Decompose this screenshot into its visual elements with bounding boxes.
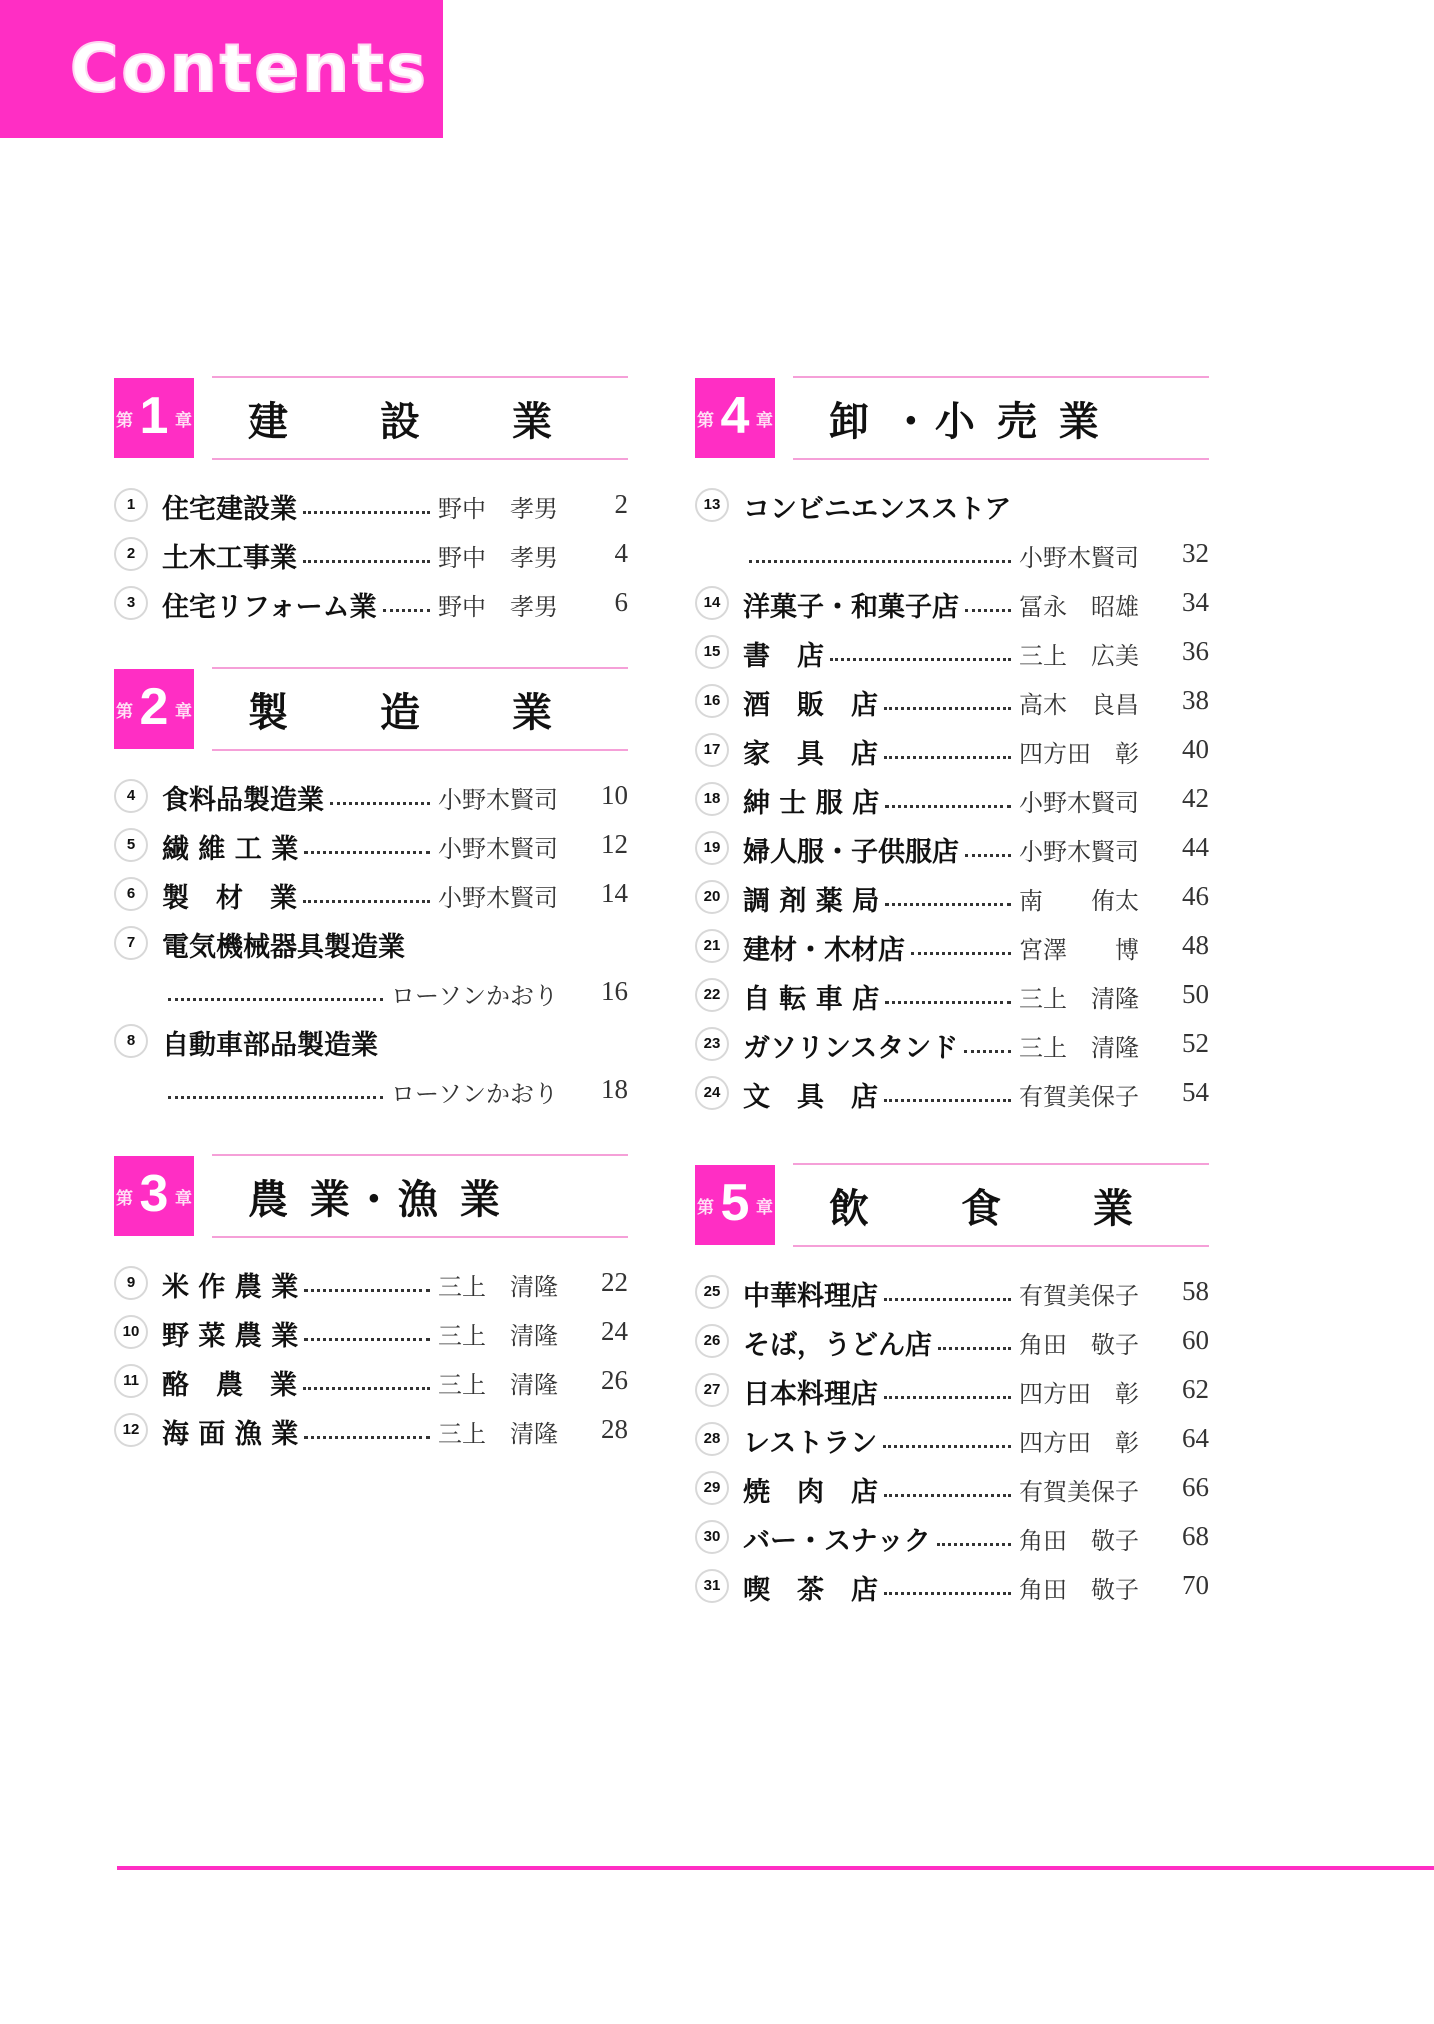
entry-page-number: 16 xyxy=(601,976,628,1006)
toc-entry[interactable] xyxy=(689,1465,1209,1514)
entry-page-number: 58 xyxy=(1182,1276,1209,1306)
entry-title: 住宅建設業 xyxy=(162,494,297,525)
entry-author: 小野木賢司 xyxy=(1019,789,1139,817)
chapter-badge-suffix: 章 xyxy=(175,1189,192,1209)
entry-author: 小野木賢司 xyxy=(438,884,558,912)
entry-page-number: 60 xyxy=(1182,1325,1209,1355)
chapter-heading xyxy=(689,372,1209,482)
entry-number-badge: 17 xyxy=(695,733,729,767)
leader-dots xyxy=(884,693,1011,710)
entry-number-badge: 9 xyxy=(114,1266,148,1300)
leader-dots xyxy=(885,889,1011,906)
chapter-section xyxy=(108,372,628,629)
leader-dots xyxy=(885,791,1011,808)
entry-number-badge: 8 xyxy=(114,1024,148,1058)
entry-author: 宮澤 博 xyxy=(1019,936,1139,964)
entry-number-badge: 14 xyxy=(695,586,729,620)
toc-entry[interactable] xyxy=(689,874,1209,923)
entry-number-badge: 24 xyxy=(695,1076,729,1110)
entry-number-badge: 7 xyxy=(114,926,148,960)
entry-title: 食料品製造業 xyxy=(162,785,324,816)
entry-page-number: 52 xyxy=(1182,1028,1209,1058)
toc-entry[interactable] xyxy=(108,822,628,871)
leader-dots xyxy=(383,595,430,612)
toc-entry[interactable] xyxy=(108,1358,628,1407)
chapter-title: 農 業・漁 業 xyxy=(248,1177,504,1223)
entry-title: レストラン xyxy=(743,1428,878,1459)
toc-entry[interactable] xyxy=(108,1018,628,1067)
entry-number-badge: 16 xyxy=(695,684,729,718)
entry-page-number: 4 xyxy=(614,538,628,568)
entry-number-badge: 27 xyxy=(695,1373,729,1407)
entry-number-badge: 21 xyxy=(695,929,729,963)
chapter-badge xyxy=(695,1165,775,1245)
entry-page-number: 26 xyxy=(601,1365,628,1395)
entry-number-badge: 2 xyxy=(114,537,148,571)
entry-number-badge: 19 xyxy=(695,831,729,865)
entry-author: 三上 広美 xyxy=(1019,642,1139,670)
toc-entry[interactable] xyxy=(108,773,628,822)
contents-banner xyxy=(0,0,443,138)
toc-entry[interactable] xyxy=(108,871,628,920)
toc-entry[interactable] xyxy=(689,727,1209,776)
toc-entry[interactable] xyxy=(689,923,1209,972)
entry-page-number: 28 xyxy=(601,1414,628,1444)
entry-title: 建材・木材店 xyxy=(743,935,905,966)
entry-number-badge: 30 xyxy=(695,1520,729,1554)
leader-dots xyxy=(965,840,1011,857)
leader-dots xyxy=(304,1324,430,1341)
entry-title: ガソリンスタンド xyxy=(743,1033,959,1064)
toc-entry[interactable] xyxy=(689,1416,1209,1465)
chapter-title: 建 設 業 xyxy=(248,399,556,445)
entry-title: 米 作 農 業 xyxy=(162,1272,299,1303)
chapter-title: 卸 ・小 売 業 xyxy=(829,399,1103,445)
entry-author: 野中 孝男 xyxy=(438,593,558,621)
leader-dots xyxy=(883,1431,1011,1448)
chapter-badge-prefix: 第 xyxy=(116,411,133,431)
chapter-badge xyxy=(114,669,194,749)
chapter-title: 飲 食 業 xyxy=(829,1186,1137,1232)
toc-entry[interactable] xyxy=(689,1563,1209,1612)
entry-page-number: 12 xyxy=(601,829,628,859)
entry-author: 三上 清隆 xyxy=(438,1371,558,1399)
entry-title: 日本料理店 xyxy=(743,1379,878,1410)
chapter-badge-suffix: 章 xyxy=(175,702,192,722)
toc-entry[interactable] xyxy=(689,629,1209,678)
chapter-heading xyxy=(108,372,628,482)
leader-dots xyxy=(303,1373,430,1390)
entry-author: 四方田 彰 xyxy=(1019,740,1139,768)
leader-dots xyxy=(885,987,1011,1004)
entry-author: 角田 敬子 xyxy=(1019,1331,1139,1359)
entry-page-number: 64 xyxy=(1182,1423,1209,1453)
leader-dots xyxy=(303,886,430,903)
entry-number-badge: 12 xyxy=(114,1413,148,1447)
entry-number-badge: 3 xyxy=(114,586,148,620)
entry-page-number: 24 xyxy=(601,1316,628,1346)
toc-left-column xyxy=(108,372,628,1456)
chapter-badge-prefix: 第 xyxy=(697,411,714,431)
entry-title: 中華料理店 xyxy=(743,1281,878,1312)
leader-dots xyxy=(884,1085,1011,1102)
toc-entry[interactable] xyxy=(689,776,1209,825)
leader-dots xyxy=(884,1578,1011,1595)
toc-entry[interactable] xyxy=(108,1260,628,1309)
entry-author: 野中 孝男 xyxy=(438,495,558,523)
entry-title: 書 店 xyxy=(743,641,824,672)
entry-author: 角田 敬子 xyxy=(1019,1527,1139,1555)
entry-number-badge: 1 xyxy=(114,488,148,522)
chapter-badge-prefix: 第 xyxy=(116,702,133,722)
leader-dots xyxy=(303,497,430,514)
entry-number-badge: 11 xyxy=(114,1364,148,1398)
chapter-heading xyxy=(108,1150,628,1260)
chapter-section xyxy=(108,1150,628,1456)
entry-title: 文 具 店 xyxy=(743,1082,878,1113)
toc-entry[interactable] xyxy=(689,531,1209,580)
entry-page-number: 36 xyxy=(1182,636,1209,666)
chapter-heading xyxy=(689,1159,1209,1269)
chapter-heading xyxy=(108,663,628,773)
toc-entry[interactable] xyxy=(689,825,1209,874)
entry-author: 野中 孝男 xyxy=(438,544,558,572)
leader-dots xyxy=(884,1382,1011,1399)
entry-page-number: 44 xyxy=(1182,832,1209,862)
leader-dots xyxy=(965,595,1011,612)
toc-entry[interactable] xyxy=(689,1021,1209,1070)
toc-entry[interactable] xyxy=(689,972,1209,1021)
leader-dots xyxy=(938,1333,1011,1350)
entry-author: 冨永 昭雄 xyxy=(1019,593,1139,621)
entry-author: 三上 清隆 xyxy=(438,1273,558,1301)
entry-list xyxy=(108,482,628,629)
entry-author: 高木 良昌 xyxy=(1019,691,1139,719)
entry-title: 製 材 業 xyxy=(162,883,297,914)
entry-number-badge: 6 xyxy=(114,877,148,911)
entry-page-number: 6 xyxy=(614,587,628,617)
entry-author: 三上 清隆 xyxy=(1019,1034,1139,1062)
entry-title: 紳 士 服 店 xyxy=(743,788,880,819)
toc-entry[interactable] xyxy=(108,482,628,531)
entry-title: 電気機械器具製造業 xyxy=(162,932,405,963)
toc-entry[interactable] xyxy=(689,482,1209,531)
entry-author: ローソンかおり xyxy=(391,982,559,1010)
entry-number-badge: 15 xyxy=(695,635,729,669)
entry-page-number: 48 xyxy=(1182,930,1209,960)
entry-title: 自動車部品製造業 xyxy=(162,1030,378,1061)
entry-title: 野 菜 農 業 xyxy=(162,1321,299,1352)
chapter-badge xyxy=(695,378,775,458)
chapter-badge-suffix: 章 xyxy=(756,411,773,431)
leader-dots xyxy=(911,938,1011,955)
entry-page-number: 18 xyxy=(601,1074,628,1104)
entry-page-number: 62 xyxy=(1182,1374,1209,1404)
chapter-number: 5 xyxy=(720,1174,750,1232)
toc-entry[interactable] xyxy=(108,1067,628,1116)
entry-list xyxy=(689,1269,1209,1612)
entry-number-badge: 4 xyxy=(114,779,148,813)
entry-title: 喫 茶 店 xyxy=(743,1575,878,1606)
chapter-badge xyxy=(114,1156,194,1236)
chapter-number: 1 xyxy=(139,387,169,445)
entry-title: 焼 肉 店 xyxy=(743,1477,878,1508)
leader-dots xyxy=(303,546,430,563)
chapter-badge-suffix: 章 xyxy=(175,411,192,431)
entry-number-badge: 28 xyxy=(695,1422,729,1456)
entry-title: 繊 維 工 業 xyxy=(162,834,299,865)
entry-page-number: 32 xyxy=(1182,538,1209,568)
toc-right-column xyxy=(689,372,1209,1612)
entry-list xyxy=(108,773,628,1116)
leader-dots xyxy=(304,837,430,854)
entry-author: 有賀美保子 xyxy=(1019,1083,1139,1111)
entry-page-number: 50 xyxy=(1182,979,1209,1009)
chapter-badge-prefix: 第 xyxy=(697,1198,714,1218)
toc-entry[interactable] xyxy=(689,1514,1209,1563)
entry-title: そば，うどん店 xyxy=(743,1330,932,1361)
entry-number-badge: 26 xyxy=(695,1324,729,1358)
toc-entry[interactable] xyxy=(689,580,1209,629)
entry-author: 三上 清隆 xyxy=(438,1322,558,1350)
leader-dots xyxy=(168,1082,383,1099)
chapter-badge-suffix: 章 xyxy=(756,1198,773,1218)
entry-title: バー・スナック xyxy=(743,1526,931,1557)
entry-title: 調 剤 薬 局 xyxy=(743,886,880,917)
contents-title: Contents xyxy=(70,30,429,107)
leader-dots xyxy=(937,1529,1011,1546)
entry-author: ローソンかおり xyxy=(391,1080,559,1108)
entry-author: 小野木賢司 xyxy=(1019,544,1139,572)
entry-page-number: 54 xyxy=(1182,1077,1209,1107)
leader-dots xyxy=(964,1036,1011,1053)
entry-title: 住宅リフォーム業 xyxy=(162,592,377,623)
toc-entry[interactable] xyxy=(689,678,1209,727)
entry-title: 自 転 車 店 xyxy=(743,984,880,1015)
entry-author: 小野木賢司 xyxy=(1019,838,1139,866)
entry-author: 角田 敬子 xyxy=(1019,1576,1139,1604)
entry-number-badge: 22 xyxy=(695,978,729,1012)
entry-title: コンビニエンスストア xyxy=(743,494,1012,525)
chapter-badge-prefix: 第 xyxy=(116,1189,133,1209)
entry-title: 海 面 漁 業 xyxy=(162,1419,299,1450)
chapter-section xyxy=(689,372,1209,1119)
entry-author: 小野木賢司 xyxy=(438,786,558,814)
entry-author: 有賀美保子 xyxy=(1019,1478,1139,1506)
chapter-title: 製 造 業 xyxy=(248,690,556,736)
chapter-number: 2 xyxy=(139,678,169,736)
toc-entry[interactable] xyxy=(108,969,628,1018)
chapter-number: 4 xyxy=(720,387,750,445)
entry-number-badge: 10 xyxy=(114,1315,148,1349)
entry-author: 有賀美保子 xyxy=(1019,1282,1139,1310)
leader-dots xyxy=(330,788,430,805)
entry-author: 小野木賢司 xyxy=(438,835,558,863)
leader-dots xyxy=(884,742,1011,759)
leader-dots xyxy=(168,984,383,1001)
entry-page-number: 2 xyxy=(614,489,628,519)
entry-title: 洋菓子・和菓子店 xyxy=(743,592,959,623)
entry-page-number: 70 xyxy=(1182,1570,1209,1600)
entry-list xyxy=(689,482,1209,1119)
entry-number-badge: 18 xyxy=(695,782,729,816)
entry-page-number: 42 xyxy=(1182,783,1209,813)
entry-number-badge: 23 xyxy=(695,1027,729,1061)
entry-title: 酪 農 業 xyxy=(162,1370,297,1401)
toc-entry[interactable] xyxy=(108,580,628,629)
entry-page-number: 40 xyxy=(1182,734,1209,764)
entry-page-number: 14 xyxy=(601,878,628,908)
toc-entry[interactable] xyxy=(689,1070,1209,1119)
entry-page-number: 66 xyxy=(1182,1472,1209,1502)
toc-entry[interactable] xyxy=(108,920,628,969)
chapter-number: 3 xyxy=(139,1165,169,1223)
leader-dots xyxy=(304,1275,430,1292)
toc-entry[interactable] xyxy=(108,1309,628,1358)
entry-title: 土木工事業 xyxy=(162,543,297,574)
entry-author: 四方田 彰 xyxy=(1019,1380,1139,1408)
footer-rule xyxy=(117,1866,1434,1870)
entry-number-badge: 25 xyxy=(695,1275,729,1309)
toc-entry[interactable] xyxy=(689,1269,1209,1318)
leader-dots xyxy=(830,644,1011,661)
entry-page-number: 34 xyxy=(1182,587,1209,617)
entry-author: 三上 清隆 xyxy=(1019,985,1139,1013)
entry-number-badge: 20 xyxy=(695,880,729,914)
entry-list xyxy=(108,1260,628,1456)
entry-title: 酒 販 店 xyxy=(743,690,878,721)
entry-page-number: 68 xyxy=(1182,1521,1209,1551)
entry-number-badge: 31 xyxy=(695,1569,729,1603)
entry-author: 三上 清隆 xyxy=(438,1420,558,1448)
chapter-section xyxy=(108,663,628,1116)
toc-entry[interactable] xyxy=(108,531,628,580)
entry-title: 婦人服・子供服店 xyxy=(743,837,959,868)
entry-number-badge: 5 xyxy=(114,828,148,862)
leader-dots xyxy=(884,1284,1011,1301)
leader-dots xyxy=(304,1422,430,1439)
toc-entry[interactable] xyxy=(689,1318,1209,1367)
leader-dots xyxy=(749,546,1011,563)
entry-author: 四方田 彰 xyxy=(1019,1429,1139,1457)
toc-entry[interactable] xyxy=(689,1367,1209,1416)
entry-number-badge: 29 xyxy=(695,1471,729,1505)
entry-page-number: 46 xyxy=(1182,881,1209,911)
chapter-badge xyxy=(114,378,194,458)
leader-dots xyxy=(884,1480,1011,1497)
chapter-section xyxy=(689,1159,1209,1612)
entry-page-number: 22 xyxy=(601,1267,628,1297)
toc-entry[interactable] xyxy=(108,1407,628,1456)
entry-author: 南 侑太 xyxy=(1019,887,1139,915)
entry-title: 家 具 店 xyxy=(743,739,878,770)
entry-page-number: 10 xyxy=(601,780,628,810)
entry-page-number: 38 xyxy=(1182,685,1209,715)
entry-number-badge: 13 xyxy=(695,488,729,522)
